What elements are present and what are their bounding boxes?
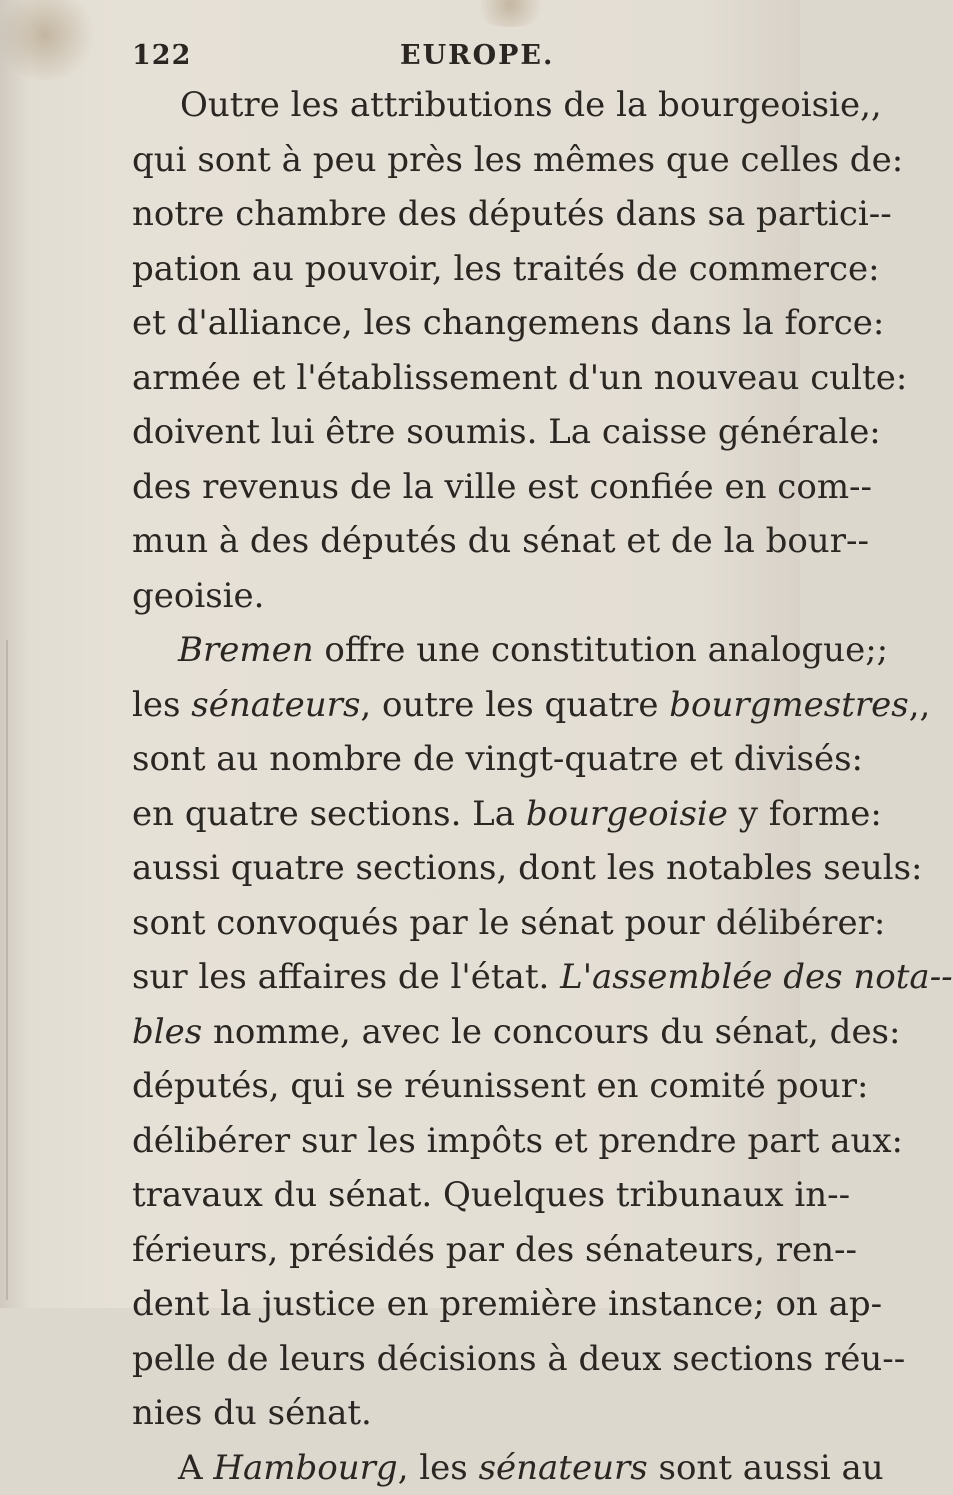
text-run: doivent lui être soumis. La caisse générale: <box>132 412 881 452</box>
gutter-shadow <box>6 640 8 1300</box>
text-run: en quatre sections. La <box>132 794 526 834</box>
text-run: pelle de leurs décisions à deux sections réu-- <box>132 1339 905 1379</box>
running-title: EUROPE. <box>400 40 554 71</box>
text-line <box>132 1059 788 1114</box>
text-line <box>132 678 788 733</box>
text-line <box>132 623 788 678</box>
italic-run: sénateurs <box>479 1448 648 1488</box>
text-run: y forme: <box>728 794 882 834</box>
text-run: aussi quatre sections, dont les notables seuls: <box>132 848 923 888</box>
italic-run: sénateurs <box>191 685 360 725</box>
text-run: sont convoqués par le sénat pour délibérer: <box>132 903 885 943</box>
text-run: sur les affaires de l'état. <box>132 957 560 997</box>
text-line <box>132 351 788 406</box>
italic-run: Bremen <box>178 630 314 670</box>
text-line <box>132 732 788 787</box>
text-line <box>132 242 788 297</box>
italic-run: bourgmestres <box>669 685 908 725</box>
text-line <box>132 787 788 842</box>
text-run: mun à des députés du sénat et de la bour-- <box>132 521 869 561</box>
text-run: députés, qui se réunissent en comité pour: <box>132 1066 868 1106</box>
text-run: et d'alliance, les changemens dans la force: <box>132 303 884 343</box>
text-line <box>132 1005 788 1060</box>
text-line <box>132 1386 788 1441</box>
text-run: ,, <box>909 685 931 725</box>
text-run: offre une constitution analogue;; <box>314 630 888 670</box>
text-run: nies du sénat. <box>132 1393 372 1433</box>
text-line <box>132 296 788 351</box>
text-line <box>132 569 788 624</box>
paper-stain <box>0 0 100 80</box>
text-run: dent la justice en première instance; on ap- <box>132 1284 882 1324</box>
text-line <box>132 514 788 569</box>
text-line <box>132 1277 788 1332</box>
text-run: , les <box>398 1448 479 1488</box>
italic-run: Hambourg <box>213 1448 397 1488</box>
text-run: délibérer sur les impôts et prendre part aux: <box>132 1121 903 1161</box>
text-line <box>132 841 788 896</box>
body-text <box>132 78 788 1495</box>
text-run: geoisie. <box>132 576 264 616</box>
text-run: sont aussi au <box>648 1448 884 1488</box>
text-run: notre chambre des députés dans sa partici-- <box>132 194 892 234</box>
text-line <box>132 896 788 951</box>
page-number: 122 <box>132 40 191 71</box>
page-header <box>132 40 772 78</box>
paper-stain <box>470 0 550 27</box>
italic-run: L'assemblée des nota-- <box>560 957 953 997</box>
text-run: travaux du sénat. Quelques tribunaux in-- <box>132 1175 850 1215</box>
text-run: armée et l'établissement d'un nouveau culte: <box>132 358 907 398</box>
text-line <box>132 187 788 242</box>
text-run: Outre les attributions de la bourgeoisie,, <box>180 85 882 125</box>
text-line <box>132 1441 788 1495</box>
italic-run: bourgeoisie <box>526 794 728 834</box>
text-run: pation au pouvoir, les traités de commerce: <box>132 249 880 289</box>
text-line <box>132 1114 788 1169</box>
text-line <box>132 133 788 188</box>
text-run: sont au nombre de vingt-quatre et divisés: <box>132 739 863 779</box>
text-line <box>132 950 788 1005</box>
text-line <box>132 1223 788 1278</box>
text-run: des revenus de la ville est confiée en com-- <box>132 467 872 507</box>
text-line <box>132 405 788 460</box>
text-line <box>132 1332 788 1387</box>
text-run: qui sont à peu près les mêmes que celles de: <box>132 140 903 180</box>
text-line <box>132 460 788 515</box>
text-run: férieurs, présidés par des sénateurs, ren-- <box>132 1230 857 1270</box>
italic-run: bles <box>132 1012 202 1052</box>
text-run: A <box>178 1448 213 1488</box>
text-run: les <box>132 685 191 725</box>
text-line <box>132 78 788 133</box>
text-run: nomme, avec le concours du sénat, des: <box>202 1012 900 1052</box>
text-line <box>132 1168 788 1223</box>
text-run: , outre les quatre <box>360 685 669 725</box>
